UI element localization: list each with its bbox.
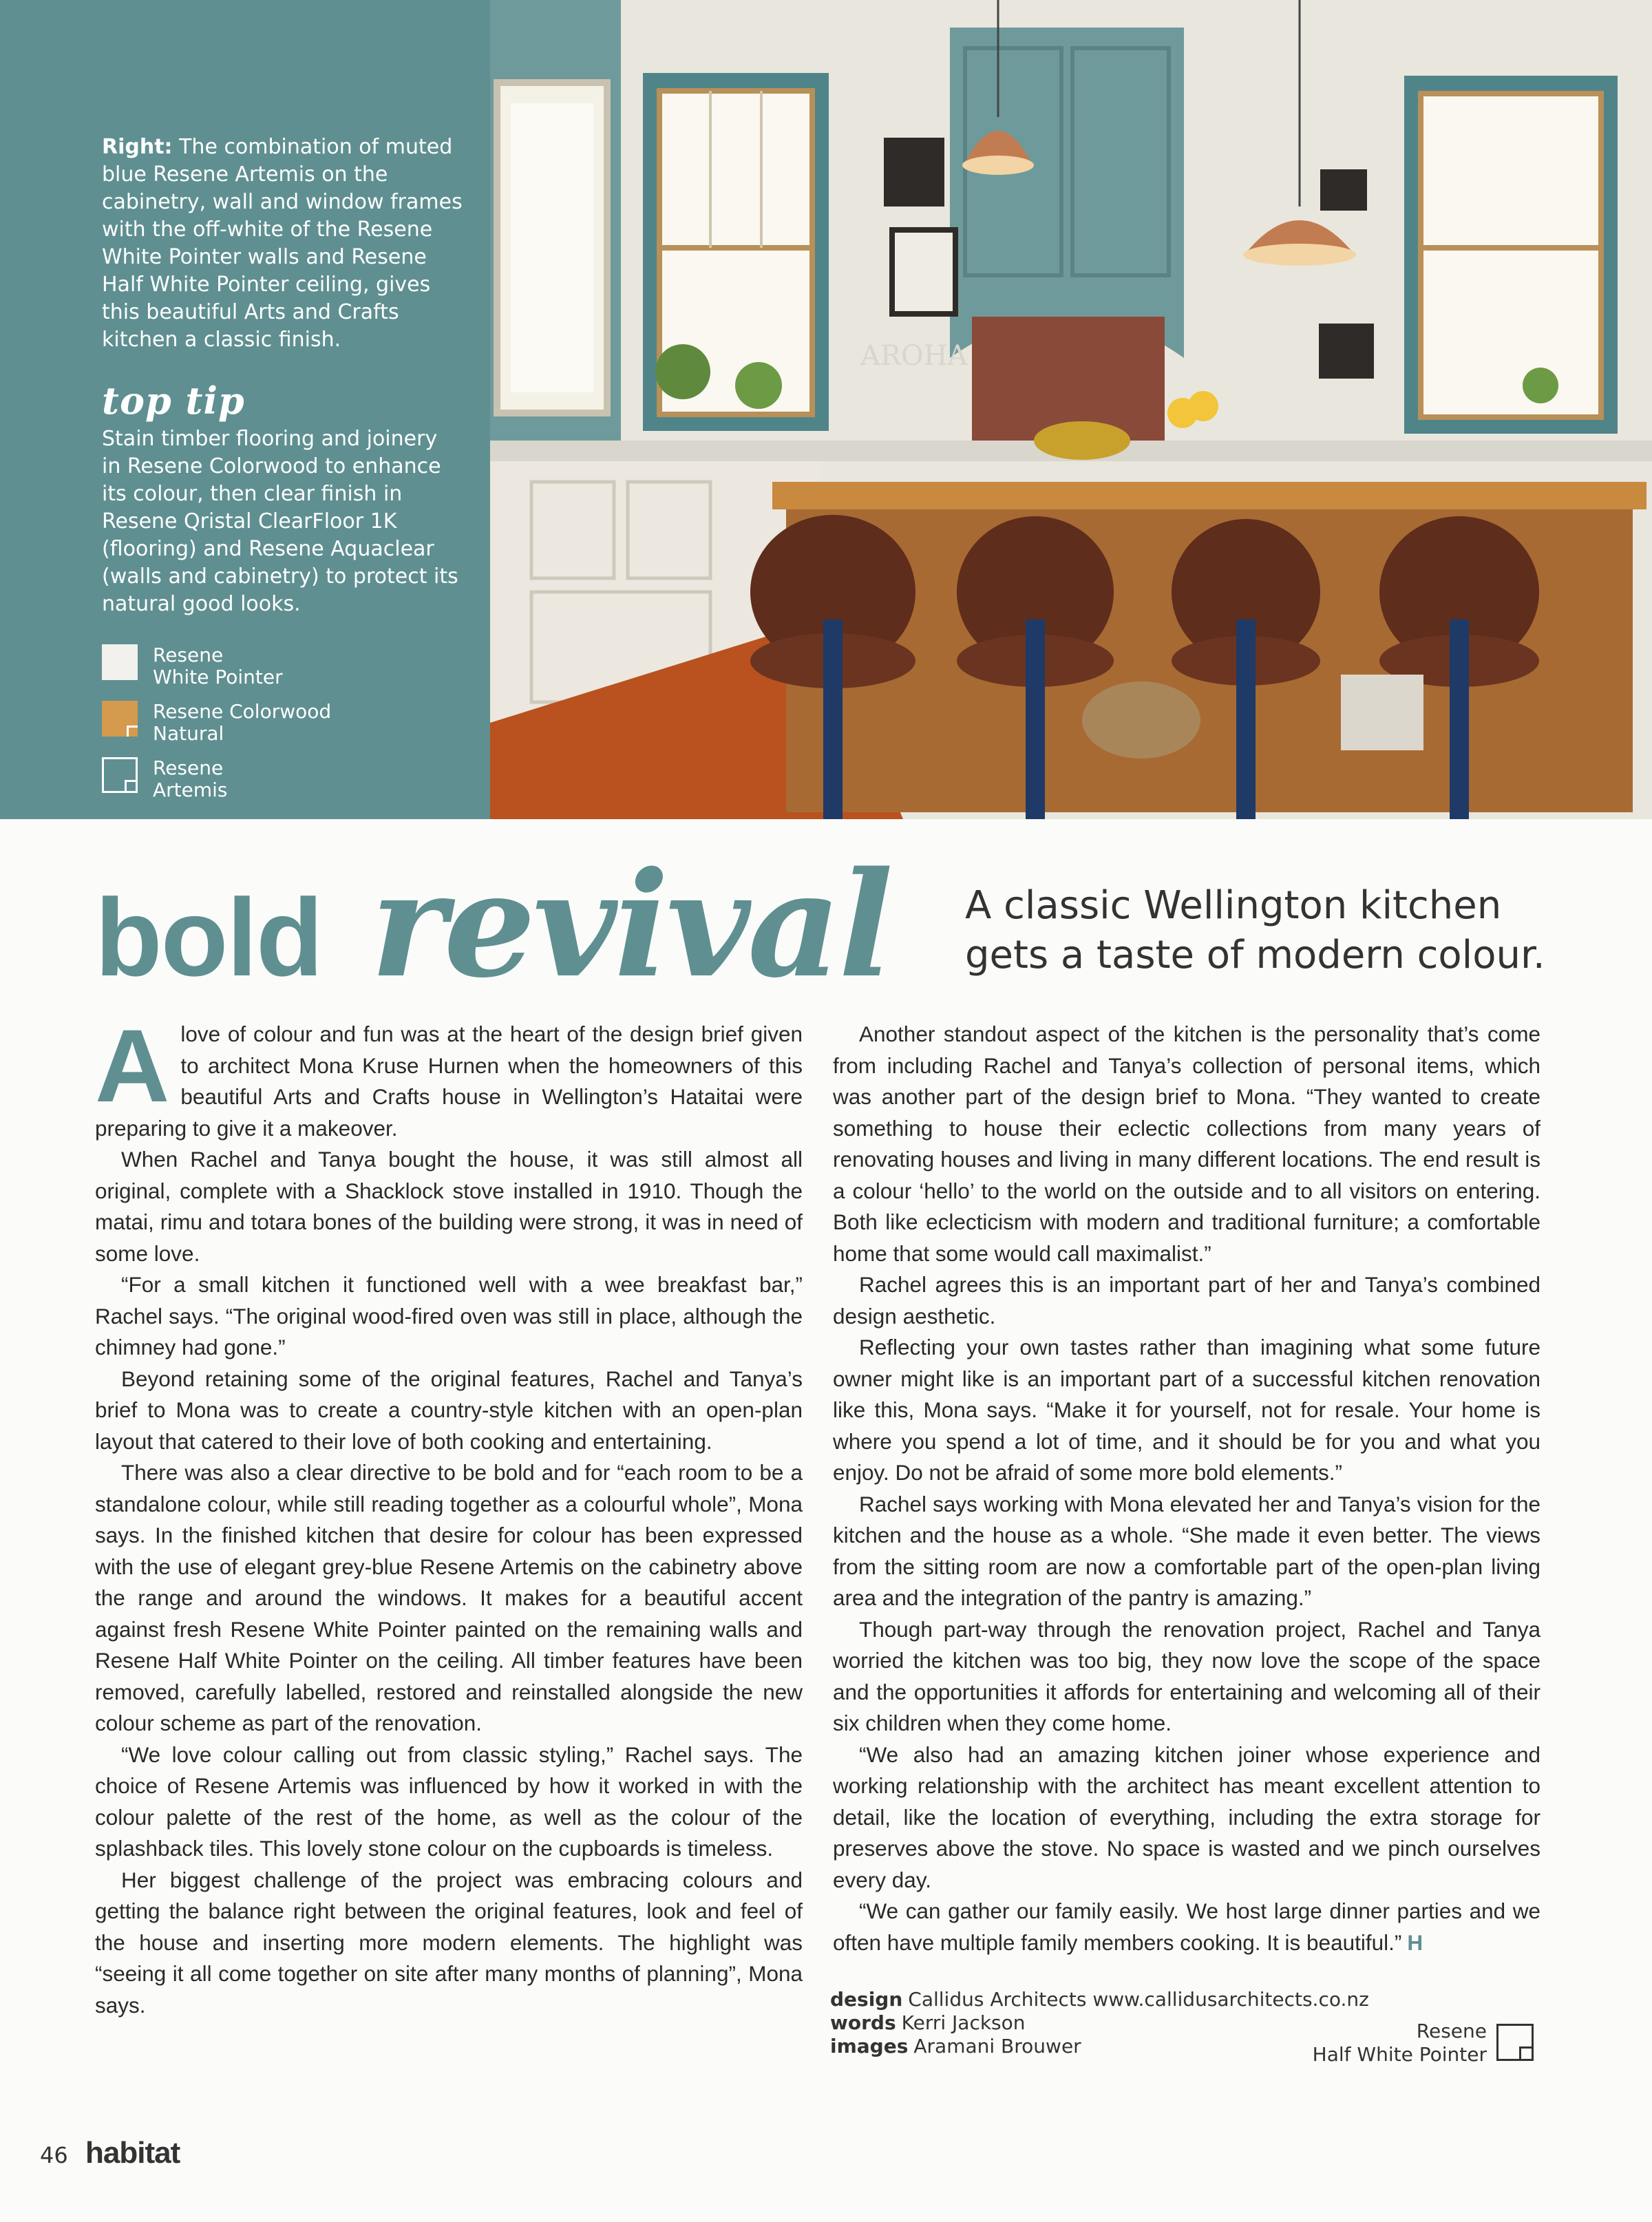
paragraph: Though part-way through the renovation project, Rachel and Tanya worried the kitchen was too big, they now love the scope of the space and the opportunities it affords for entertaining and welcoming all of their six children when they come home. (833, 1616, 1540, 1735)
swatch-colorwood-natural (102, 701, 463, 745)
standfirst: A classic Wellington kitchen gets a taste of modern colour. (965, 883, 1545, 977)
kitchen-illustration (490, 0, 1652, 819)
swatch-label: Resene White Pointer (153, 644, 283, 688)
end-mark: H (1407, 1929, 1423, 1955)
swatch-label: Resene Artemis (153, 756, 228, 801)
page-number: 46 (40, 2142, 68, 2168)
headline-script: revival (370, 840, 891, 1010)
paragraph: “We love colour calling out from classic styling,” Rachel says. The choice of Resene Artemis was influenced by how it worked in with the colour palette of the rest of the home, as well as the colour of the splashback tiles. This lovely stone colour on the cupboards is timeless. (95, 1742, 803, 1861)
credit-images: images Aramani Brouwer (830, 2035, 1081, 2057)
article-column-left (95, 1008, 803, 2021)
colour-swatches (102, 644, 463, 801)
article-column-right (833, 1019, 1540, 1958)
paragraph: Beyond retaining some of the original features, Rachel and Tanya’s brief to Mona was to create a country-style kitchen with an open-plan layout that catered to their love of both cooking and entertaining. (95, 1366, 803, 1454)
magazine-name: habitat (85, 2136, 180, 2170)
paragraph: When Rachel and Tanya bought the house, it was still almost all original, complete with a Shacklock stove installed in 1910. Though the matai, rimu and totara bones of the building were strong, it was in need of some love. (95, 1147, 803, 1266)
paragraph: Rachel agrees this is an important part of her and Tanya’s combined design aesthetic. (833, 1272, 1540, 1329)
credit-design: design Callidus Architects www.callidusarchitects.co.nz (830, 1988, 1369, 2011)
caption-panel (0, 0, 490, 819)
headline-bold: bold (95, 876, 322, 999)
caption-label: Right: (102, 135, 173, 159)
aroha-sign: AROHA (860, 340, 968, 372)
paragraph: “We also had an amazing kitchen joiner whose experience and working relationship with the architect has meant excellent attention to detail, like the location of everything, including the extra storage for preserves above the stove. No space is wasted and we pinch ourselves every day. (833, 1742, 1540, 1892)
caption-text: The combination of muted blue Resene Artemis on the cabinetry, wall and window frames with the off-white of the Resene White Pointer walls and Resene Half White Pointer ceiling, gives this beautiful Arts and Crafts kitchen a classic finish. (102, 135, 463, 352)
credits (830, 1988, 1369, 2058)
swatch-chip (102, 644, 138, 680)
swatch-label: Resene Colorwood Natural (153, 700, 332, 745)
paragraph: There was also a clear directive to be bold and for “each room to be a standalone colour, while still reading together as a colourful whole”, Mona says. In the finished kitchen that desire for colour has been expressed with the use of elegant grey-blue Resene Artemis on the cabinetry above the range and around the windows. It makes for a beautiful accent against fresh Resene White Pointer painted on the remaining walls and Resene Half White Pointer on the ceiling. All timber features have been removed, carefully labelled, restored and reinstalled alongside the new colour scheme as part of the renovation. (95, 1460, 803, 1735)
paragraph: Rachel says working with Mona elevated her and Tanya’s vision for the kitchen and the house as a whole. “She made it even better. The views from the sitting room are now a comfortable part of the open-plan living area and the integration of the pantry is amazing.” (833, 1491, 1540, 1610)
paragraph: “For a small kitchen it functioned well with a wee breakfast bar,” Rachel says. “The original wood-fired oven was still in place, although the chimney had gone.” (95, 1272, 803, 1359)
footer-swatch-label: Resene Half White Pointer (1312, 2020, 1487, 2066)
swatch-chip (102, 757, 138, 793)
paragraph: Alove of colour and fun was at the heart of the design brief given to architect Mona Kruse Hurnen when the homeowners of this beautiful Arts and Crafts house in Wellington’s Hataitai were preparing to give it a makeover. (95, 1008, 803, 1141)
photo-caption (102, 134, 463, 354)
drop-cap: A (95, 1008, 170, 1123)
paragraph: Another standout aspect of the kitchen is the personality that’s come from including Rachel and Tanya’s collection of personal items, which was another part of the design brief to Mona. “They wanted to create something to house their eclectic collections from many years of renovating houses and living in many different locations. The end result is a colour ‘hello’ to the world on the outside and to all visitors on entering. Both like eclecticism with modern and traditional furniture; a comfortable home that some would call maximalist.” (833, 1022, 1540, 1266)
headline (95, 826, 935, 1010)
top-tip-title: top tip (102, 379, 245, 423)
swatch-chip (102, 701, 138, 737)
credit-words: words Kerri Jackson (830, 2011, 1026, 2034)
paragraph: “We can gather our family easily. We host large dinner parties and we often have multiple family members cooking. It is beautiful.” H (833, 1898, 1540, 1955)
swatch-artemis (102, 757, 463, 801)
swatch-white-pointer (102, 644, 463, 688)
kitchen-photo (490, 0, 1652, 819)
paragraph: Her biggest challenge of the project was embracing colours and getting the balance right between the original features, look and feel of the house and inserting more modern elements. The highlight was “seeing it all come together on site after many months of planning”, Mona says. (95, 1867, 803, 2018)
paragraph: Reflecting your own tastes rather than imagining what some future owner might like is an important part of a successful kitchen renovation like this, Mona says. “Make it for yourself, not for resale. Your home is where you spend a lot of time, and it should be for you and what you enjoy. Do not be afraid of some more bold elements.” (833, 1335, 1540, 1485)
footer-swatch-chip (1496, 2024, 1534, 2061)
top-tip-text: Stain timber flooring and joinery in Resene Colorwood to enhance its colour, then clear finish in Resene Qristal ClearFloor 1K (flooring) and Resene Aquaclear (walls and cabinetry) to protect its natural good looks. (102, 427, 458, 616)
